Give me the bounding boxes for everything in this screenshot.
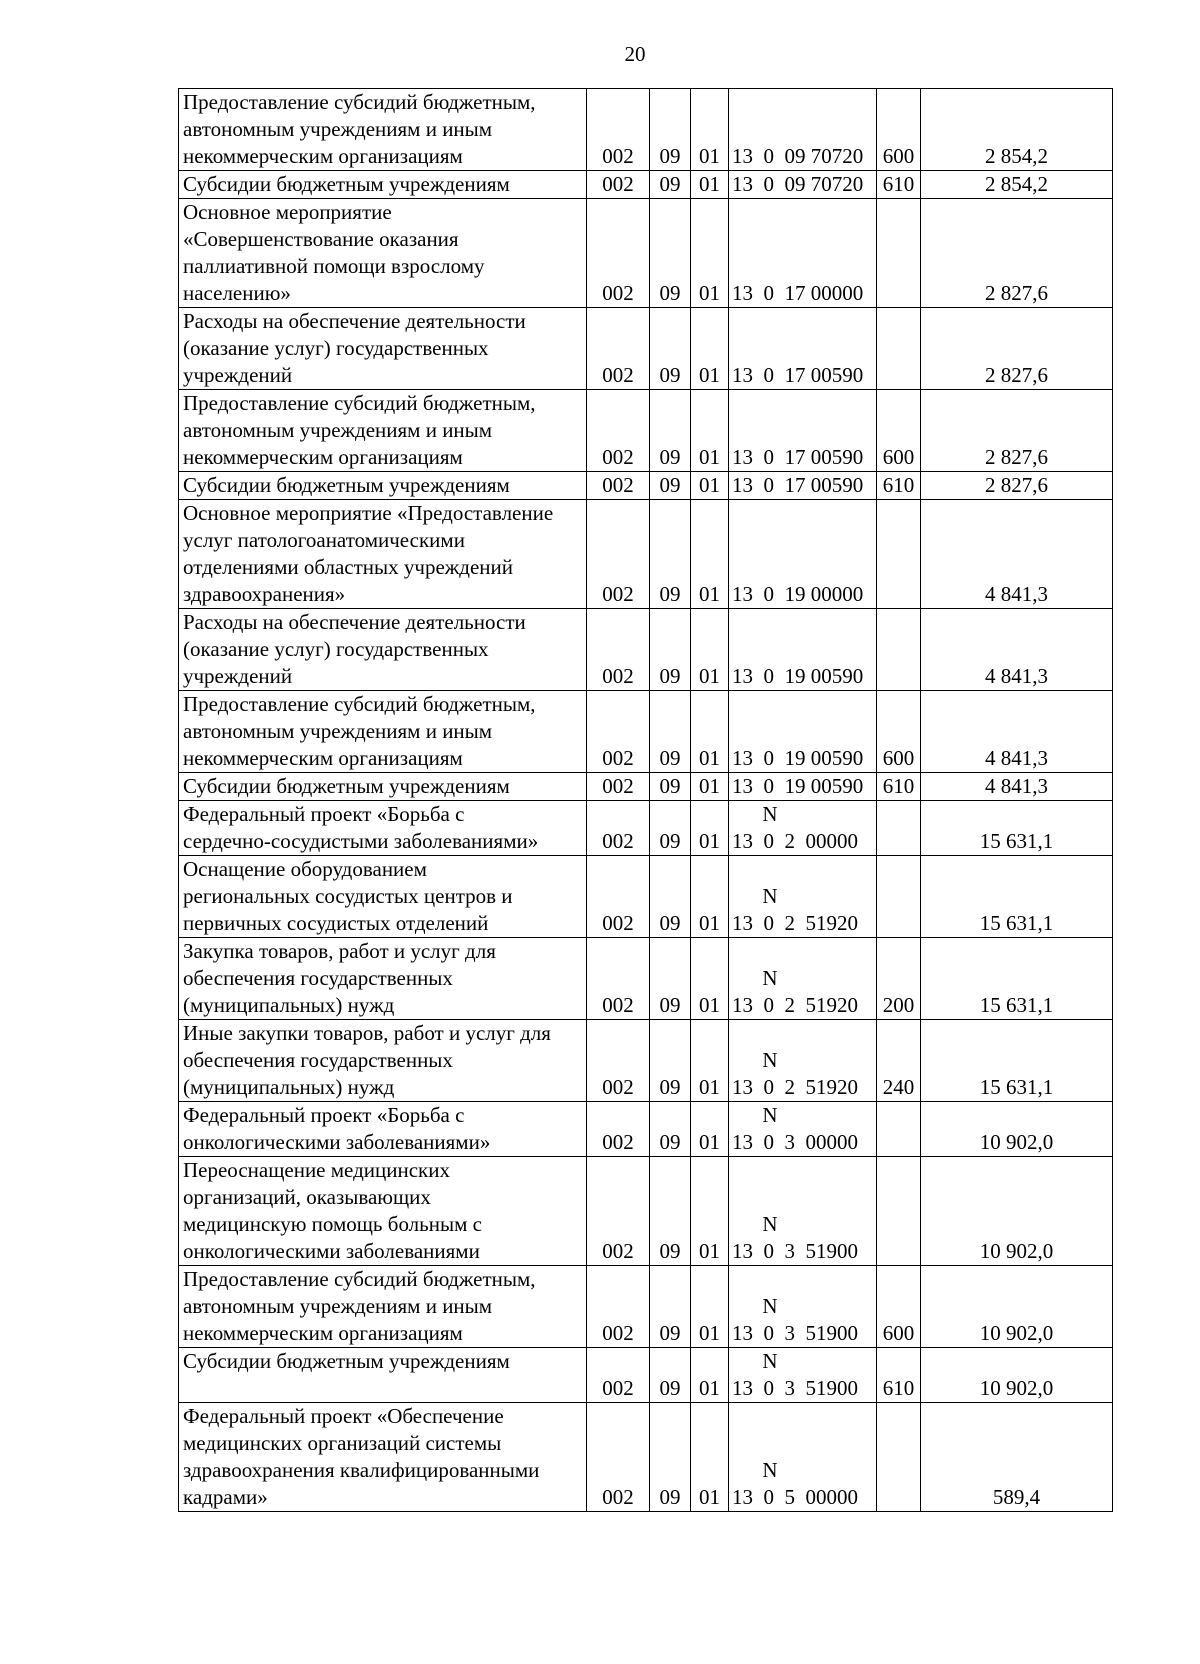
section-code-cell: 09	[650, 199, 691, 308]
expense-type-cell	[877, 1102, 921, 1157]
target-article-code: 13 0 17 00000	[732, 281, 864, 305]
target-article-code: 13 0 09 70720	[732, 144, 864, 168]
ministry-code-cell: 002	[587, 938, 650, 1020]
table-row	[179, 691, 1113, 773]
expense-type-cell	[877, 199, 921, 308]
ministry-code-cell: 002	[587, 1102, 650, 1157]
row-name-line: Расходы на обеспечение деятельности	[183, 309, 526, 333]
target-article-code: 13 0 2 00000	[732, 829, 858, 853]
section-code-cell: 09	[650, 1403, 691, 1512]
budget-table	[178, 88, 1113, 1512]
target-article-code: 13 0 17 00590	[732, 445, 864, 469]
table-row	[179, 1266, 1113, 1348]
row-name-line: Федеральный проект «Обеспечение	[183, 1404, 504, 1428]
expense-type-cell: 610	[877, 773, 921, 801]
row-name-line: здравоохранения квалифицированными	[183, 1458, 540, 1482]
target-article-code: 13 0 2 51920	[732, 911, 858, 935]
expense-type-cell	[877, 801, 921, 856]
row-name-line: учреждений	[183, 664, 293, 688]
row-name-cell	[179, 1020, 587, 1102]
section-code-cell: 09	[650, 801, 691, 856]
target-article-code: 13 0 2 51920	[732, 993, 858, 1017]
row-name-line: населению»	[183, 281, 291, 305]
target-article-cell	[729, 1348, 877, 1403]
row-name-line: сердечно-сосудистыми заболеваниями»	[183, 829, 539, 853]
ministry-code-cell: 002	[587, 856, 650, 938]
target-article-cell	[729, 1266, 877, 1348]
section-code-cell: 09	[650, 171, 691, 199]
expense-type-cell: 600	[877, 1266, 921, 1348]
expense-type-cell	[877, 856, 921, 938]
target-article-cell	[729, 1102, 877, 1157]
row-name-line: организаций, оказывающих	[183, 1185, 431, 1209]
target-article-code: 13 0 19 00590	[732, 664, 864, 688]
amount-cell: 15 631,1	[921, 1020, 1113, 1102]
budget-table-body	[179, 89, 1113, 1512]
table-row	[179, 609, 1113, 691]
target-article-cell	[729, 1020, 877, 1102]
row-name-cell	[179, 801, 587, 856]
table-row	[179, 938, 1113, 1020]
amount-cell: 2 827,6	[921, 308, 1113, 390]
expense-type-cell: 600	[877, 89, 921, 171]
section-code-cell: 09	[650, 390, 691, 472]
amount-cell: 15 631,1	[921, 938, 1113, 1020]
row-name-line: (оказание услуг) государственных	[183, 637, 489, 661]
subsection-code-cell: 01	[691, 390, 729, 472]
row-name-line: Субсидии бюджетным учреждениям	[183, 1349, 510, 1373]
section-code-cell: 09	[650, 308, 691, 390]
section-code-cell: 09	[650, 938, 691, 1020]
row-name-line: «Совершенствование оказания	[183, 227, 459, 251]
expense-type-cell: 200	[877, 938, 921, 1020]
row-name-line: автономным учреждениям и иным	[183, 117, 493, 141]
target-article-cell	[729, 691, 877, 773]
ministry-code-cell: 002	[587, 1403, 650, 1512]
table-row	[179, 89, 1113, 171]
row-name-cell	[179, 500, 587, 609]
section-code-cell: 09	[650, 89, 691, 171]
amount-cell: 15 631,1	[921, 856, 1113, 938]
row-name-cell	[179, 1266, 587, 1348]
row-name-cell	[179, 1348, 587, 1403]
section-code-cell: 09	[650, 500, 691, 609]
expense-type-cell	[877, 308, 921, 390]
row-name-cell	[179, 609, 587, 691]
amount-cell: 4 841,3	[921, 691, 1113, 773]
amount-cell: 4 841,3	[921, 500, 1113, 609]
target-article-code: 13 0 19 00000	[732, 582, 864, 606]
ministry-code-cell: 002	[587, 308, 650, 390]
section-code-cell: 09	[650, 856, 691, 938]
project-letter-mark: N	[762, 1349, 778, 1373]
table-row	[179, 199, 1113, 308]
expense-type-cell: 610	[877, 472, 921, 500]
row-name-line: здравоохранения»	[183, 582, 346, 606]
target-article-cell	[729, 609, 877, 691]
row-name-line: Основное мероприятие «Предоставление	[183, 501, 554, 525]
row-name-line: медицинских организаций системы	[183, 1431, 502, 1455]
amount-cell: 2 827,6	[921, 472, 1113, 500]
row-name-cell	[179, 1403, 587, 1512]
row-name-line: (муниципальных) нужд	[183, 993, 395, 1017]
target-article-cell	[729, 938, 877, 1020]
section-code-cell: 09	[650, 609, 691, 691]
table-row	[179, 801, 1113, 856]
ministry-code-cell: 002	[587, 199, 650, 308]
row-name-line: некоммерческим организациям	[183, 1321, 463, 1345]
table-row	[179, 773, 1113, 801]
ministry-code-cell: 002	[587, 1348, 650, 1403]
subsection-code-cell: 01	[691, 1266, 729, 1348]
row-name-cell	[179, 199, 587, 308]
table-row	[179, 1403, 1113, 1512]
table-row	[179, 1020, 1113, 1102]
amount-cell: 15 631,1	[921, 801, 1113, 856]
row-name-line: Федеральный проект «Борьба с	[183, 802, 465, 826]
ministry-code-cell: 002	[587, 609, 650, 691]
table-row	[179, 500, 1113, 609]
amount-cell: 589,4	[921, 1403, 1113, 1512]
ministry-code-cell: 002	[587, 1157, 650, 1266]
row-name-line: некоммерческим организациям	[183, 746, 463, 770]
subsection-code-cell: 01	[691, 472, 729, 500]
target-article-code: 13 0 3 00000	[732, 1130, 858, 1154]
expense-type-cell: 610	[877, 171, 921, 199]
target-article-code: 13 0 17 00590	[732, 363, 864, 387]
amount-cell: 2 827,6	[921, 199, 1113, 308]
expense-type-cell: 240	[877, 1020, 921, 1102]
row-name-cell	[179, 1102, 587, 1157]
subsection-code-cell: 01	[691, 1102, 729, 1157]
table-row	[179, 1348, 1113, 1403]
row-name-line: (муниципальных) нужд	[183, 1075, 395, 1099]
table-row	[179, 1102, 1113, 1157]
target-article-code: 13 0 19 00590	[732, 774, 864, 798]
ministry-code-cell: 002	[587, 1020, 650, 1102]
target-article-cell	[729, 1157, 877, 1266]
target-article-cell	[729, 390, 877, 472]
row-name-line: Основное мероприятие	[183, 200, 392, 224]
row-name-line: онкологическими заболеваниями»	[183, 1130, 491, 1154]
ministry-code-cell: 002	[587, 691, 650, 773]
amount-cell: 10 902,0	[921, 1348, 1113, 1403]
row-name-line: Оснащение оборудованием	[183, 857, 427, 881]
project-letter-mark: N	[762, 802, 778, 826]
expense-type-cell: 600	[877, 390, 921, 472]
expense-type-cell	[877, 609, 921, 691]
row-name-line: автономным учреждениям и иным	[183, 1294, 493, 1318]
row-name-line: паллиативной помощи взрослому	[183, 254, 485, 278]
subsection-code-cell: 01	[691, 773, 729, 801]
row-name-line: услуг патологоанатомическими	[183, 528, 465, 552]
target-article-cell	[729, 199, 877, 308]
target-article-code: 13 0 3 51900	[732, 1376, 858, 1400]
row-name-line: Предоставление субсидий бюджетным,	[183, 692, 536, 716]
section-code-cell: 09	[650, 1020, 691, 1102]
subsection-code-cell: 01	[691, 1403, 729, 1512]
row-name-cell	[179, 472, 587, 500]
ministry-code-cell: 002	[587, 89, 650, 171]
target-article-code: 13 0 5 00000	[732, 1485, 858, 1509]
target-article-code: 13 0 09 70720	[732, 172, 864, 196]
row-name-cell	[179, 89, 587, 171]
section-code-cell: 09	[650, 1157, 691, 1266]
table-row	[179, 856, 1113, 938]
row-name-cell	[179, 691, 587, 773]
ministry-code-cell: 002	[587, 1266, 650, 1348]
row-name-line: Федеральный проект «Борьба с	[183, 1103, 465, 1127]
row-name-line: Иные закупки товаров, работ и услуг для	[183, 1021, 551, 1045]
expense-type-cell: 610	[877, 1348, 921, 1403]
row-name-line: (оказание услуг) государственных	[183, 336, 489, 360]
amount-cell: 10 902,0	[921, 1102, 1113, 1157]
row-name-line: Предоставление субсидий бюджетным,	[183, 1267, 536, 1291]
ministry-code-cell: 002	[587, 773, 650, 801]
row-name-line: Закупка товаров, работ и услуг для	[183, 939, 496, 963]
project-letter-mark: N	[762, 1048, 778, 1072]
subsection-code-cell: 01	[691, 691, 729, 773]
row-name-line	[183, 1375, 583, 1402]
project-letter-mark: N	[762, 1294, 778, 1318]
page-number: 20	[624, 42, 646, 66]
target-article-cell	[729, 89, 877, 171]
row-name-line: региональных сосудистых центров и	[183, 884, 513, 908]
subsection-code-cell: 01	[691, 500, 729, 609]
amount-cell: 2 827,6	[921, 390, 1113, 472]
target-article-code: 13 0 3 51900	[732, 1239, 858, 1263]
row-name-line: некоммерческим организациям	[183, 144, 463, 168]
ministry-code-cell: 002	[587, 801, 650, 856]
subsection-code-cell: 01	[691, 801, 729, 856]
target-article-code: 13 0 19 00590	[732, 746, 864, 770]
target-article-code: 13 0 17 00590	[732, 473, 864, 497]
row-name-line: Субсидии бюджетным учреждениям	[183, 774, 510, 798]
row-name-line: онкологическими заболеваниями	[183, 1239, 480, 1263]
row-name-line: кадрами»	[183, 1485, 268, 1509]
expense-type-cell	[877, 1403, 921, 1512]
section-code-cell: 09	[650, 691, 691, 773]
target-article-cell	[729, 500, 877, 609]
ministry-code-cell: 002	[587, 390, 650, 472]
target-article-code: 13 0 2 51920	[732, 1075, 858, 1099]
row-name-line: автономным учреждениям и иным	[183, 418, 493, 442]
row-name-line: Предоставление субсидий бюджетным,	[183, 90, 536, 114]
expense-type-cell: 600	[877, 691, 921, 773]
amount-cell: 2 854,2	[921, 171, 1113, 199]
target-article-code: 13 0 3 51900	[732, 1321, 858, 1345]
ministry-code-cell: 002	[587, 500, 650, 609]
row-name-cell	[179, 308, 587, 390]
amount-cell: 10 902,0	[921, 1157, 1113, 1266]
subsection-code-cell: 01	[691, 609, 729, 691]
row-name-line: Субсидии бюджетным учреждениям	[183, 473, 510, 497]
section-code-cell: 09	[650, 773, 691, 801]
row-name-line: Субсидии бюджетным учреждениям	[183, 172, 510, 196]
project-letter-mark: N	[762, 1103, 778, 1127]
row-name-line: Расходы на обеспечение деятельности	[183, 610, 526, 634]
row-name-line: первичных сосудистых отделений	[183, 911, 489, 935]
table-row	[179, 1157, 1113, 1266]
row-name-cell	[179, 1157, 587, 1266]
subsection-code-cell: 01	[691, 171, 729, 199]
row-name-cell	[179, 390, 587, 472]
ministry-code-cell: 002	[587, 472, 650, 500]
ministry-code-cell: 002	[587, 171, 650, 199]
row-name-cell	[179, 938, 587, 1020]
section-code-cell: 09	[650, 1348, 691, 1403]
amount-cell: 2 854,2	[921, 89, 1113, 171]
subsection-code-cell: 01	[691, 199, 729, 308]
target-article-cell	[729, 773, 877, 801]
amount-cell: 10 902,0	[921, 1266, 1113, 1348]
table-row	[179, 472, 1113, 500]
row-name-line: обеспечения государственных	[183, 1048, 453, 1072]
target-article-cell	[729, 308, 877, 390]
expense-type-cell	[877, 500, 921, 609]
table-row	[179, 308, 1113, 390]
project-letter-mark: N	[762, 1212, 778, 1236]
row-name-line: некоммерческим организациям	[183, 445, 463, 469]
row-name-line: Предоставление субсидий бюджетным,	[183, 391, 536, 415]
row-name-line: отделениями областных учреждений	[183, 555, 514, 579]
section-code-cell: 09	[650, 1102, 691, 1157]
target-article-cell	[729, 472, 877, 500]
target-article-cell	[729, 1403, 877, 1512]
subsection-code-cell: 01	[691, 308, 729, 390]
row-name-cell	[179, 171, 587, 199]
section-code-cell: 09	[650, 472, 691, 500]
subsection-code-cell: 01	[691, 938, 729, 1020]
project-letter-mark: N	[762, 884, 778, 908]
subsection-code-cell: 01	[691, 1157, 729, 1266]
target-article-cell	[729, 856, 877, 938]
expense-type-cell	[877, 1157, 921, 1266]
target-article-cell	[729, 171, 877, 199]
amount-cell: 4 841,3	[921, 609, 1113, 691]
target-article-cell	[729, 801, 877, 856]
row-name-cell	[179, 773, 587, 801]
row-name-line: автономным учреждениям и иным	[183, 719, 493, 743]
subsection-code-cell: 01	[691, 1020, 729, 1102]
project-letter-mark: N	[762, 1458, 778, 1482]
subsection-code-cell: 01	[691, 89, 729, 171]
row-name-line: Переоснащение медицинских	[183, 1158, 450, 1182]
section-code-cell: 09	[650, 1266, 691, 1348]
table-row	[179, 171, 1113, 199]
row-name-line: учреждений	[183, 363, 293, 387]
table-row	[179, 390, 1113, 472]
amount-cell: 4 841,3	[921, 773, 1113, 801]
subsection-code-cell: 01	[691, 856, 729, 938]
row-name-line: обеспечения государственных	[183, 966, 453, 990]
subsection-code-cell: 01	[691, 1348, 729, 1403]
row-name-cell	[179, 856, 587, 938]
project-letter-mark: N	[762, 966, 778, 990]
row-name-line: медицинскую помощь больным с	[183, 1212, 482, 1236]
